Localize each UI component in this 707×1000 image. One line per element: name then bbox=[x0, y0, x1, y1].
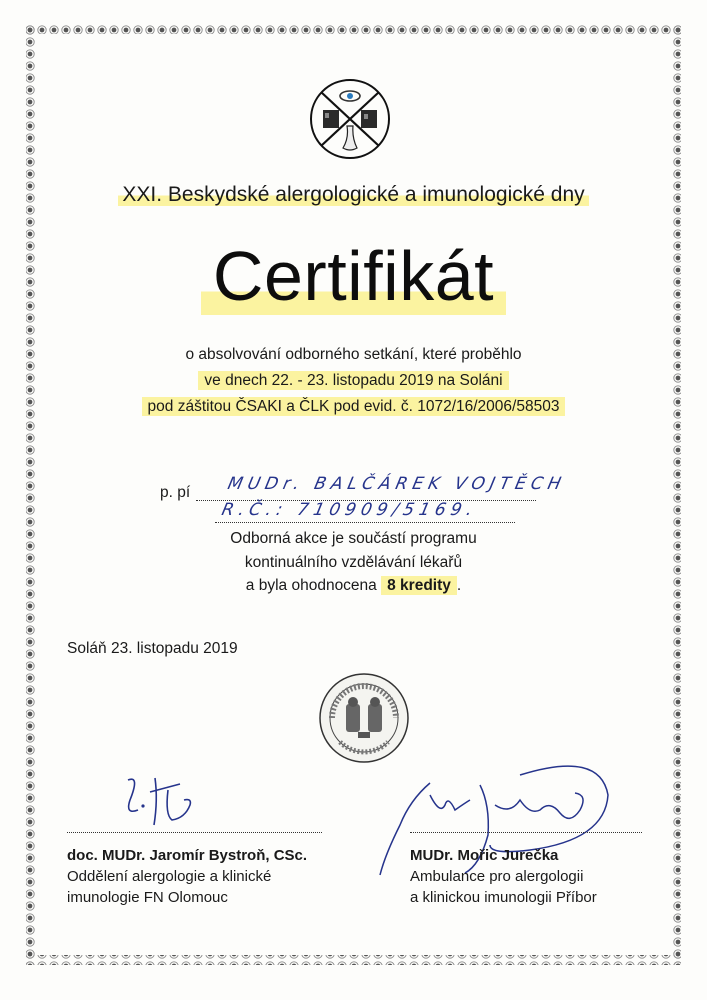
credits-value: 8 kredity bbox=[381, 576, 457, 595]
date-place-line: ve dnech 22. - 23. listopadu 2019 na Soláni bbox=[0, 372, 707, 390]
signer-left bbox=[67, 845, 307, 908]
signature-line-right bbox=[410, 832, 642, 833]
signer-right-line1: Ambulance pro alergologii bbox=[410, 868, 584, 885]
signature-bystron bbox=[110, 770, 220, 835]
signature-line-left bbox=[67, 832, 322, 833]
recipient-prefix: p. pí bbox=[160, 484, 191, 501]
program-line-2: kontinuálního vzdělávání lékařů bbox=[244, 554, 463, 571]
event-title: XXI. Beskydské alergologické a imunologické dny bbox=[0, 183, 707, 207]
signer-right bbox=[410, 845, 597, 908]
patronage-line: pod záštitou ČSAKI a ČLK pod evid. č. 1072/16/2006/58503 bbox=[0, 398, 707, 416]
signer-left-line1: Oddělení alergologie a klinické bbox=[67, 868, 272, 885]
conference-logo-icon bbox=[309, 78, 391, 160]
university-seal-icon bbox=[318, 672, 410, 764]
id-dotted-line bbox=[215, 522, 515, 523]
handwritten-recipient-id: R.Č.: 710909/5169. bbox=[219, 500, 480, 520]
program-line-1: Odborná akce je součástí programu bbox=[230, 530, 477, 547]
handwritten-recipient-name: MUDr. BALČÁREK VOJTĚCH bbox=[225, 474, 568, 494]
signer-right-name: MUDr. Mořic Jurečka bbox=[410, 847, 559, 864]
signer-left-name: doc. MUDr. Jaromír Bystroň, CSc. bbox=[67, 847, 308, 864]
credits-line: a byla ohodnocena 8 kredity . bbox=[245, 577, 462, 594]
certificate-title: Certifikát bbox=[0, 236, 707, 316]
signer-right-line2: a klinickou imunologii Příbor bbox=[410, 889, 597, 906]
intro-line: o absolvování odborného setkání, které proběhlo bbox=[185, 346, 522, 363]
place-date: Soláň 23. listopadu 2019 bbox=[67, 640, 238, 657]
signer-left-line2: imunologie FN Olomouc bbox=[67, 889, 228, 906]
